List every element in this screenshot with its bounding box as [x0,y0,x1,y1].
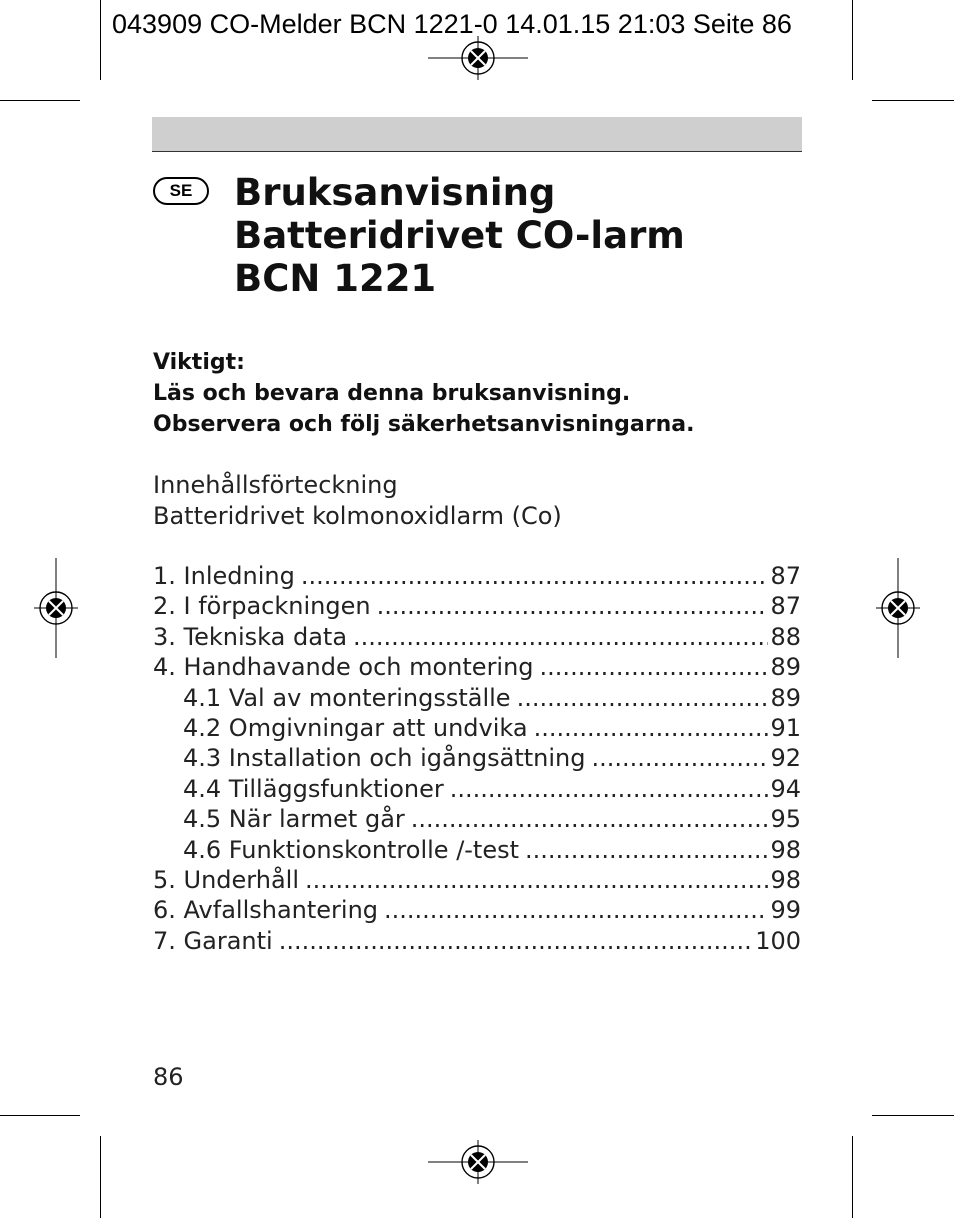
toc-entry-label: 4.2 Omgivningar att undvika [183,713,528,742]
toc-leader-dots [411,804,769,834]
crop-mark-bottom-left-vertical [100,1136,101,1218]
toc-entry-label: 2. I förpackningen [153,592,371,621]
toc-subentry[interactable] [153,835,801,865]
toc-entry-page: 98 [770,865,801,894]
toc-subentry[interactable] [153,804,801,834]
page-number: 86 [153,1063,184,1091]
crop-mark-top-right-vertical [852,0,853,80]
toc-leader-dots [353,622,768,652]
toc-entry-label: 4.6 Funktionskontrolle /-test [183,835,520,864]
toc-entry-label: 4.1 Val av monteringsställe [183,683,511,712]
title-line: Batteridrivet CO-larm [234,214,685,257]
toc-entry-label: 4.5 När larmet går [183,805,405,834]
toc-entry[interactable] [153,895,801,925]
toc-entry-label: 4. Handhavande och montering [153,653,534,682]
toc-leader-dots [384,895,768,925]
crop-mark-bottom-right-horizontal [872,1115,954,1116]
document-title [234,171,814,300]
toc-leader-dots [591,743,768,773]
toc-entry-page: 88 [770,622,801,651]
toc-entry[interactable] [153,865,801,895]
toc-entry-page: 87 [770,592,801,621]
toc-heading [153,470,813,531]
toc-entry-label: 7. Garanti [153,926,273,955]
print-slug-line: 043909 CO-Melder BCN 1221-0 14.01.15 21:03 Seite 86 [112,9,792,39]
toc-subentry[interactable] [153,713,801,743]
toc-entry-page: 89 [770,653,801,682]
toc-leader-dots [301,561,769,591]
toc-entry[interactable] [153,622,801,652]
toc-entry-page: 91 [770,713,801,742]
toc-entry-page: 98 [770,835,801,864]
toc-leader-dots [540,652,769,682]
important-notice [153,347,813,440]
toc-leader-dots [305,865,768,895]
registration-mark-icon [6,558,106,658]
toc-entry-page: 99 [770,896,801,925]
toc-entry-label: 1. Inledning [153,562,295,590]
language-badge: SE [153,177,209,205]
toc-entry-label: 5. Underhåll [153,865,300,894]
toc-heading-subtitle: Batteridrivet kolmonoxidlarm (Co) [153,501,562,530]
toc-leader-dots [525,835,768,865]
toc-entry-page: 92 [770,744,801,773]
toc-entry[interactable] [153,926,801,956]
registration-mark-icon [428,1112,528,1212]
toc-entry-page: 94 [770,774,801,803]
title-line: Bruksanvisning [234,171,556,214]
table-of-contents [153,561,801,956]
toc-entry-page: 100 [755,926,801,955]
crop-mark-top-left-vertical [100,0,101,80]
registration-mark-icon [848,558,948,658]
title-line: BCN 1221 [234,257,437,300]
toc-entry-page: 95 [770,805,801,834]
toc-leader-dots [279,926,753,956]
toc-leader-dots [534,713,769,743]
crop-mark-bottom-right-vertical [852,1136,853,1218]
toc-subentry[interactable] [153,774,801,804]
toc-leader-dots [517,683,769,713]
toc-entry[interactable] [153,561,801,591]
crop-mark-bottom-left-horizontal [0,1115,80,1116]
crop-mark-top-left-horizontal [0,100,80,101]
registration-mark-icon [428,8,528,108]
header-bar [152,117,802,152]
toc-leader-dots [450,774,769,804]
toc-entry[interactable] [153,591,801,621]
toc-leader-dots [377,591,769,621]
toc-entry-label: 4.3 Installation och igångsättning [183,744,586,773]
toc-entry-label: 3. Tekniska data [153,622,348,651]
toc-entry-page: 87 [770,562,801,590]
toc-entry-label: 6. Avfallshantering [153,896,379,925]
toc-heading-title: Innehållsförteckning [153,471,398,499]
toc-subentry[interactable] [153,743,801,773]
important-line: Observera och följ säkerhetsanvisningarna. [153,412,695,437]
toc-entry-page: 89 [770,683,801,712]
toc-entry-label: 4.4 Tilläggsfunktioner [183,774,444,803]
toc-subentry[interactable] [153,683,801,713]
important-heading: Viktigt: [153,350,245,375]
crop-mark-top-right-horizontal [872,100,954,101]
important-line: Läs och bevara denna bruksanvisning. [153,381,631,406]
toc-entry[interactable] [153,652,801,682]
